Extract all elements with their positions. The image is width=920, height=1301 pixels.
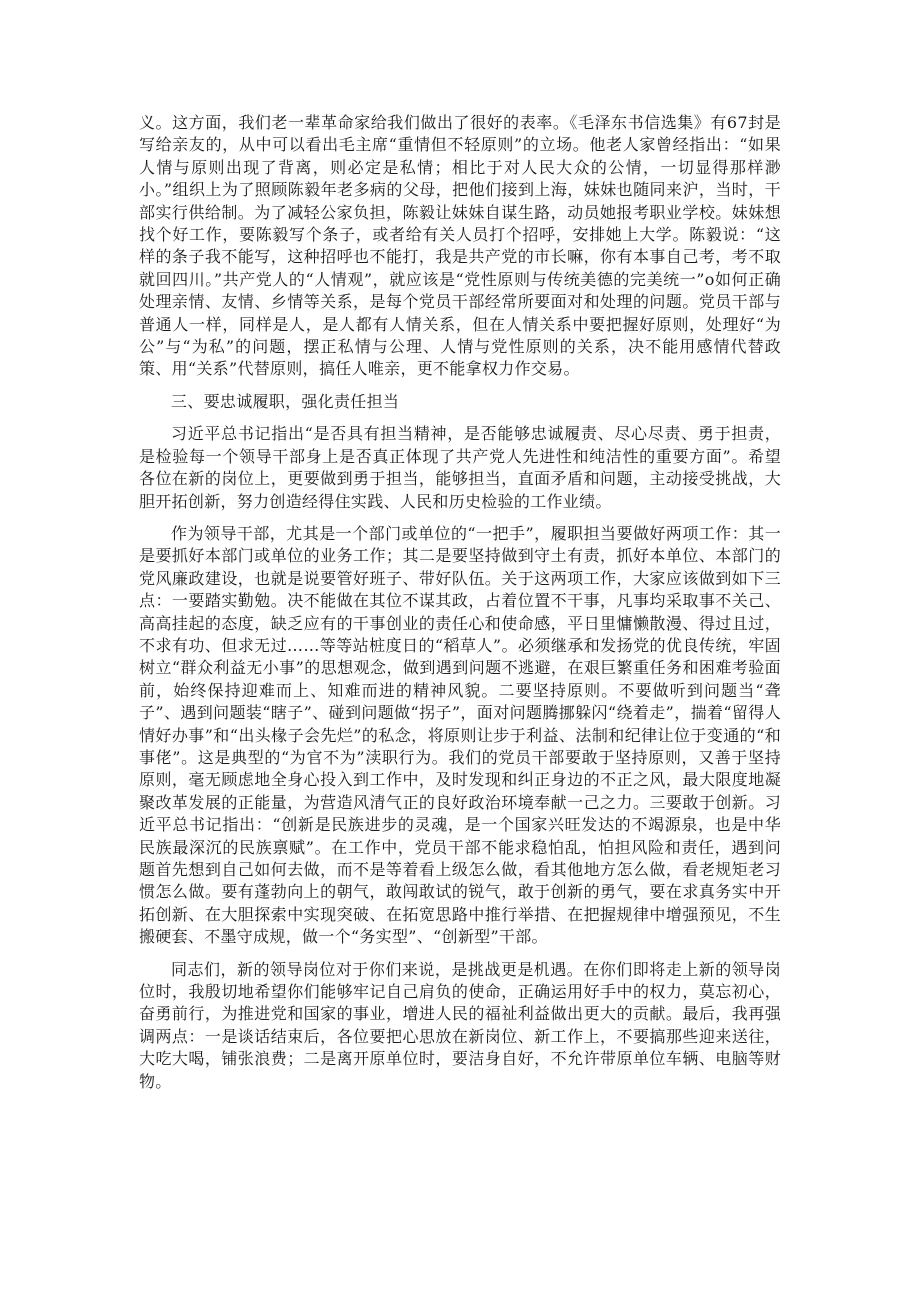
- paragraph-continued: 义。这方面，我们老一辈革命家给我们做出了很好的表率。《毛泽东书信选集》有67封是写给亲友的，从中可以看出毛主席“重情但不轻原则”的立场。他老人家曾经指出：“如果人情与原则出现了背离，则必定是私情；相比于对人民大众的公情，一切显得那样渺小。”组织上为了照顾陈毅年老多病的父母，把他们接到上海，妹妹也随同来沪，当时，干部实行供给制。为了减轻公家负担，陈毅让妹妹自谋生路，动员她报考职业学校。妹妹想找个好工作，要陈毅写个条子，或者给有关人员打个招呼，安排她上大学。陈毅说：“这样的条子我不能写，这种招呼也不能打，我是共产党的市长嘛，你有本事自己考，考不取就回四川。”共产党人的“人情观”，就应该是“党性原则与传统美德的完美统一”o如何正确处理亲情、友情、乡情等关系，是每个党员干部经常所要面对和处理的问题。党员干部与普通人一样，同样是人，是人都有人情关系，但在人情关系中要把握好原则，处理好“为公”与“为私”的问题，摆正私情与公理、人情与党性原则的关系，决不能用感情代替政策、用“关系”代替原则，搞任人唯亲，更不能拿权力作交易。: [139, 113, 781, 379]
- section-heading: 三、要忠诚履职，强化责任担当: [171, 391, 400, 411]
- paragraph: 同志们，新的领导岗位对于你们来说，是挑战更是机遇。在你们即将走上新的领导岗位时，我殷切地希望你们能够牢记自己肩负的使命，正确运用好手中的权力，莫忘初心，奋勇前行，为推进党和国家的事业，增进人民的福祉利益做出更大的贡献。最后，我再强调两点：一是谈话结束后，各位要把心思放在新岗位、新工作上，不要搞那些迎来送往，大吃大喝，铺张浪费；二是离开原单位时，要洁身自好，不允许带原单位车辆、电脑等财物。: [139, 959, 781, 1091]
- document-body: [139, 112, 781, 1093]
- paragraph: 作为领导干部，尤其是一个部门或单位的“一把手”，履职担当要做好两项工作：其一是要抓好本部门或单位的业务工作；其二是要坚持做到守土有责，抓好本单位、本部门的党风廉政建设，也就是说要管好班子、带好队伍。关于这两项工作，大家应该做到如下三点：一要踏实勤勉。决不能做在其位不谋其政，占着位置不干事，凡事均采取事不关己、高高挂起的态度，缺乏应有的干事创业的责任心和使命感，平日里慵懒散漫、得过且过，不求有功、但求无过……等等站桩度日的“稻草人”。必须继承和发扬党的优良传统，牢固树立“群众利益无小事”的思想观念，做到遇到问题不逃避，在艰巨繁重任务和困难考验面前，始终保持迎难而上、知难而进的精神风貌。二要坚持原则。不要做听到问题当“聋子”、遇到问题装“瞎子”、碰到问题做“拐子”，面对问题腾挪躲闪“绕着走”，揣着“留得人情好办事”和“出头椽子会先烂”的私念，将原则让步于利益、法制和纪律让位于变通的“和事佬”。这是典型的“为官不为”渎职行为。我们的党员干部要敢于坚持原则，又善于坚持原则，毫无顾虑地全身心投入到工作中，及时发现和纠正身边的不正之风，最大限度地凝聚改革发展的正能量，为营造风清气正的良好政治环境奉献一己之力。三要敢于创新。习近平总书记指出：“创新是民族进步的灵魂，是一个国家兴旺发达的不竭源泉，也是中华民族最深沉的民族禀赋”。在工作中，党员干部不能求稳怕乱，怕担风险和责任，遇到问题首先想到自己如何去做，而不是等着看上级怎么做，看其他地方怎么做，看老规矩老习惯怎么做。要有蓬勃向上的朝气，敢闯敢试的锐气，敢于创新的勇气，要在求真务实中开拓创新、在大胆探索中实现突破、在拓宽思路中推行举措、在把握规律中增强预见，不生搬硬套、不墨守成规，做一个“务实型”、“创新型”干部。: [139, 523, 781, 947]
- paragraph: 习近平总书记指出“是否具有担当精神，是否能够忠诚履责、尽心尽责、勇于担责，是检验每一个领导干部身上是否真正体现了共产党人先进性和纯洁性的重要方面”。希望各位在新的岗位上，更要做到勇于担当，能够担当，直面矛盾和问题，主动接受挑战，大胆开拓创新，努力创造经得住实践、人民和历史检验的工作业绩。: [139, 424, 781, 511]
